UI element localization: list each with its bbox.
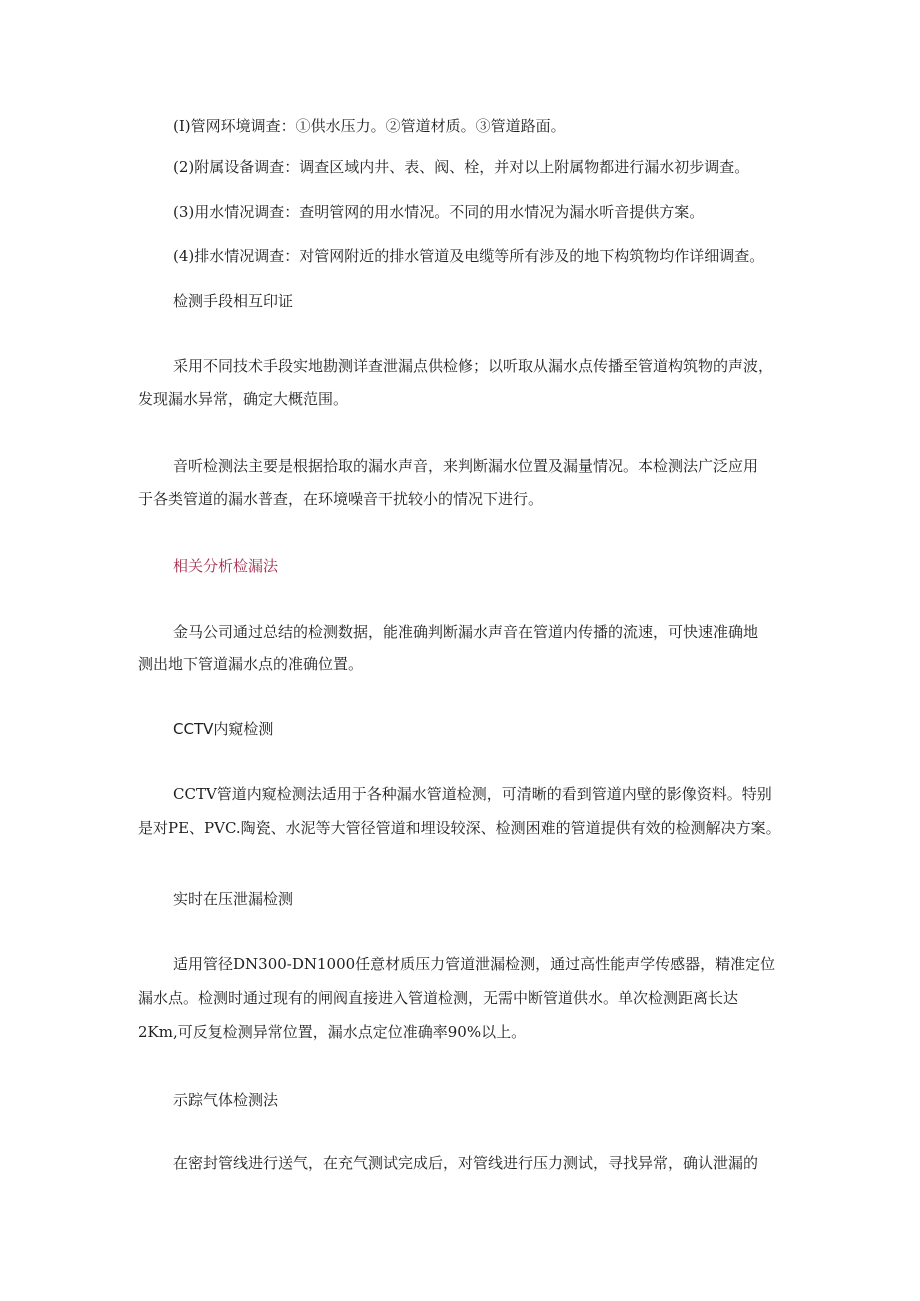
realtime-paragraph-line-2: 漏水点。检测时通过现有的闸阀直接进入管道检测，无需中断管道供水。单次检测距离长达 [138, 989, 739, 1007]
heading-correlation-analysis: 相关分析检漏法 [173, 557, 279, 575]
correlation-paragraph-line-2: 测出地下管道漏水点的准确位置。 [138, 655, 364, 673]
cctv-paragraph-line-1: CCTV管道内窥检测法适用于各种漏水管道检测，可清晰的看到管道内壁的影像资料。特别 [173, 785, 772, 803]
heading-mutual-verification: 检测手段相互印证 [173, 292, 294, 310]
listen-lead-term: 音听检测法主 [173, 457, 264, 475]
survey-item-1: (I)管网环境调查：①供水压力。②管道材质。③管道路面。 [173, 117, 566, 135]
cctv-paragraph-line-2: 是对PE、PVC.陶瓷、水泥等大管径管道和埋设较深、检测困难的管道提供有效的检测解决方案。 [138, 819, 781, 837]
mutual-paragraph-line-1: 采用不同技术手段实地勘测详查泄漏点供检修；以听取从漏水点传播至管道构筑物的声波， [173, 357, 774, 375]
realtime-paragraph-line-3: 2Km,可反复检测异常位置，漏水点定位准确率90%以上。 [138, 1023, 527, 1041]
realtime-paragraph-line-1: 适用管径DN300-DN1000任意材质压力管道泄漏检测，通过高性能声学传感器，精准定位 [173, 955, 776, 973]
survey-item-3: (3)用水情况调查：查明管网的用水情况。不同的用水情况为漏水听音提供方案。 [173, 203, 705, 221]
listen-paragraph-line-2: 于各类管道的漏水普查，在环境噪音干扰较小的情况下进行。 [138, 490, 544, 508]
correlation-paragraph-line-1: 金马公司通过总结的检测数据，能准确判断漏水声音在管道内传播的流速，可快速准确地 [173, 623, 759, 641]
heading-tracer-gas: 示踪气体检测法 [173, 1091, 279, 1109]
survey-item-4: (4)排水情况调查：对管网附近的排水管道及电缆等所有涉及的地下构筑物均作详细调查。 [173, 247, 765, 265]
listen-paragraph-line-1 [173, 456, 758, 476]
mutual-paragraph-line-2: 发现漏水异常，确定大概范围。 [138, 390, 349, 408]
tracer-paragraph-line-1: 在密封管线进行送气，在充气测试完成后，对管线进行压力测试，寻找异常，确认泄漏的 [173, 1154, 759, 1172]
survey-item-2: (2)附属设备调查：调查区域内井、表、阀、栓，并对以上附属物都进行漏水初步调查。 [173, 158, 750, 176]
heading-realtime-detection: 实时在压泄漏检测 [173, 890, 294, 908]
listen-line-1-rest: 要是根据拾取的漏水声音，来判断漏水位置及漏量情况。本检测法广泛应用 [263, 457, 759, 475]
heading-cctv: CCTV内窥检测 [173, 720, 274, 738]
